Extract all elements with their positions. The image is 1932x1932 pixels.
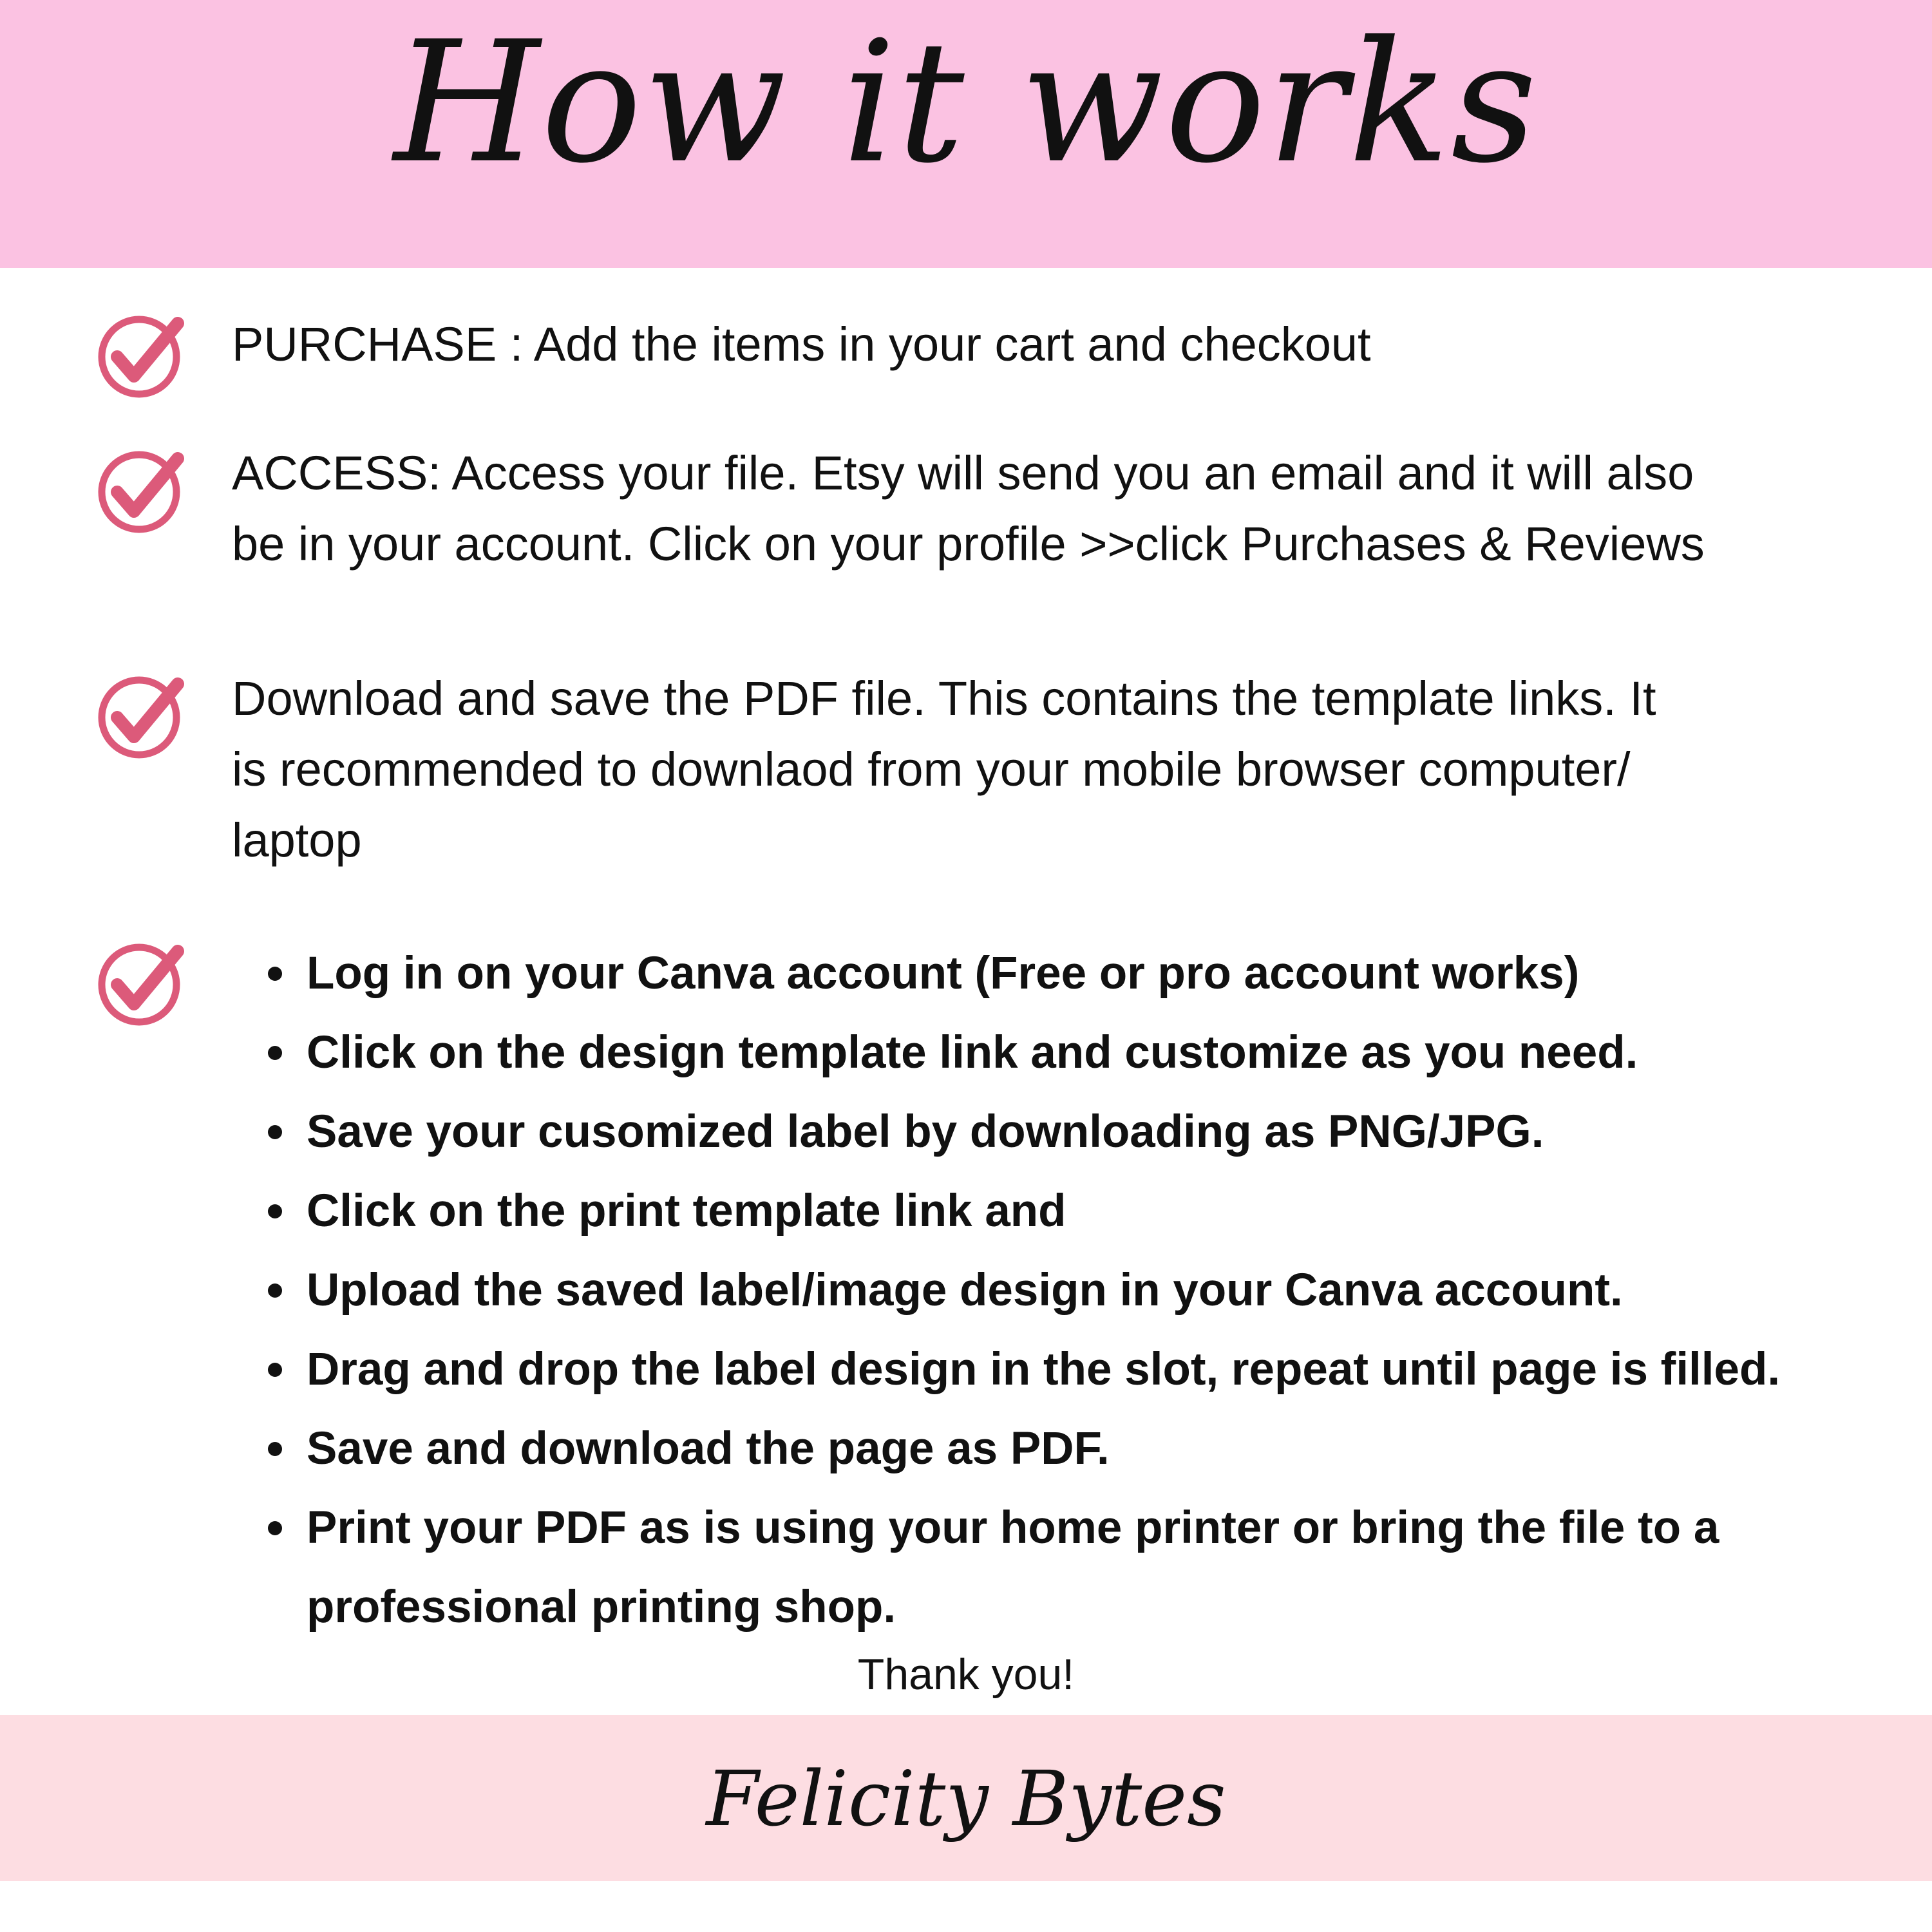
list-item: Drag and drop the label design in the slot, repeat until page is filled. [264,1330,1887,1409]
step-line: laptop [232,813,362,867]
check-circle-icon [97,444,187,535]
bullet-dot-icon [268,1283,282,1298]
list-item-continuation: professional printing shop. [307,1582,896,1633]
brand-signature: Felicity Bytes [706,1754,1226,1843]
bullet-dot-icon [268,1442,282,1456]
step-text [232,663,1855,876]
bullet-dot-icon [268,967,282,981]
step-line: PURCHASE : Add the items in your cart and checkout [232,317,1371,371]
list-item: Print your PDF as is using your home printer or bring the file to a [264,1488,1887,1567]
step-line: be in your account. Click on your profile >>click Purchases & Reviews [232,517,1705,571]
bullet-dot-icon [268,1521,282,1535]
step-text [232,309,1855,380]
bullet-dot-icon [268,1125,282,1139]
step-text [232,438,1855,580]
thank-you-text: Thank you! [857,1650,1075,1699]
check-circle-icon [97,309,187,399]
canva-instructions-list [264,934,1887,1647]
check-circle-icon [97,937,187,1027]
list-item: Log in on your Canva account (Free or pro account works) [264,934,1887,1013]
list-item: Click on the design template link and customize as you need. [264,1013,1887,1092]
bullet-dot-icon [268,1204,282,1218]
check-circle-icon [97,670,187,760]
list-item: Upload the saved label/image design in your Canva account. [264,1251,1887,1330]
bullet-dot-icon [268,1363,282,1377]
step-line: is recommended to downlaod from your mobile browser computer/ [232,743,1631,796]
bullet-dot-icon [268,1046,282,1060]
list-item: Click on the print template link and [264,1171,1887,1251]
list-item: Save your cusomized label by downloading as PNG/JPG. [264,1092,1887,1171]
step-line: Download and save the PDF file. This contains the template links. It [232,672,1656,725]
step-line: ACCESS: Access your file. Etsy will send you an email and it will also [232,446,1694,500]
page-title: How it works [393,6,1539,200]
list-item: Save and download the page as PDF. [264,1409,1887,1488]
